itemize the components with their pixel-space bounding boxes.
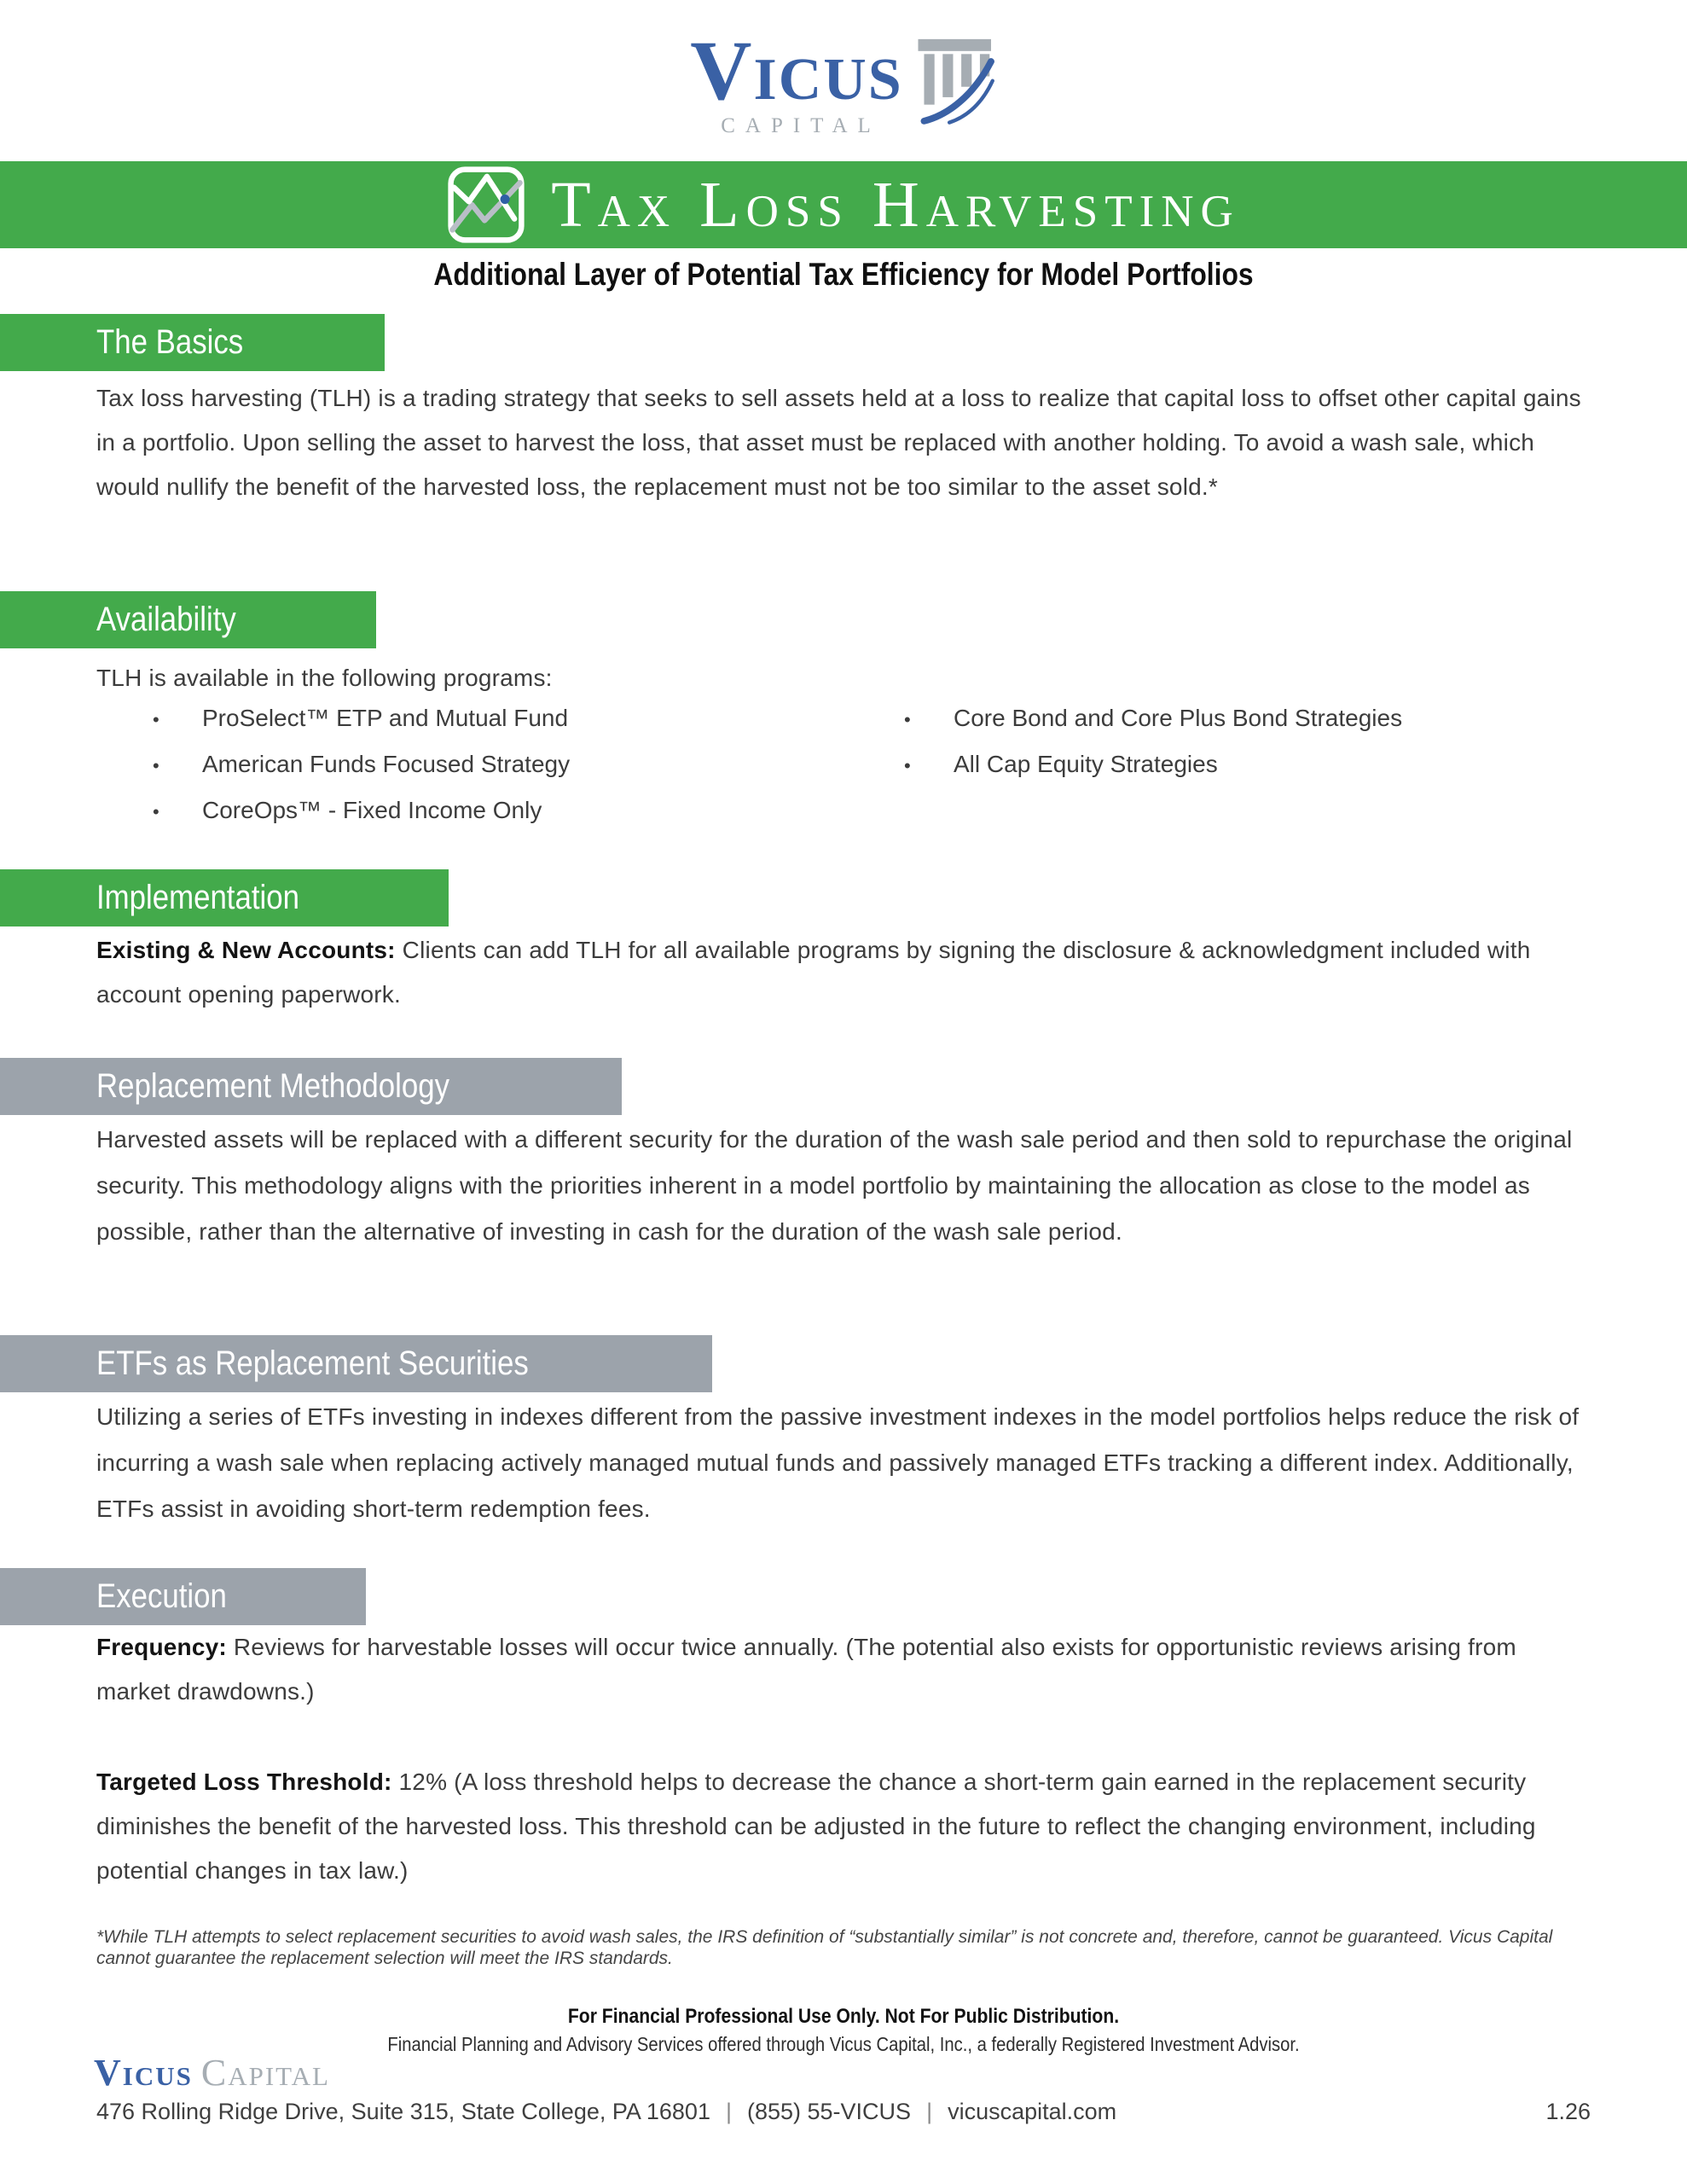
phone-text: (855) 55-VICUS <box>746 2099 912 2124</box>
list-item <box>904 696 1586 742</box>
bullet-icon: • <box>153 755 159 776</box>
threshold-text: 12% (A loss threshold helps to decrease the chance a short-term gain earned in the replacement security diminishes the benefit of the harvested loss. This threshold can be adjusted in the future to reflect the changing environment, including potential changes in tax law.) <box>96 1769 1536 1884</box>
footer-address-line <box>96 2099 1591 2125</box>
footnote: *While TLH attempts to select replacement securities to avoid wash sales, the IRS definition of “substantially similar” is not concrete and, therefore, cannot be guaranteed. Vicus Capital cannot guarantee the replacement selection will meet the IRS standards. <box>96 1927 1553 1968</box>
list-item <box>153 788 818 834</box>
list-item-label: Core Bond and Core Plus Bond Strategies <box>954 705 1403 731</box>
threshold-label: Targeted Loss Threshold: <box>96 1769 392 1795</box>
page-number: 1.26 <box>1545 2099 1591 2124</box>
bullet-icon: • <box>153 709 159 730</box>
company-tagline: CAPITAL <box>721 114 881 137</box>
list-item-label: American Funds Focused Strategy <box>202 751 571 777</box>
section-title: Implementation <box>96 879 299 916</box>
page-subtitle: Additional Layer of Potential Tax Efficiency for Model Portfolios <box>433 257 1254 292</box>
company-logo-text <box>690 23 903 138</box>
list-item <box>153 742 818 788</box>
availability-intro: TLH is available in the following programs: <box>96 665 553 691</box>
implementation-label: Existing & New Accounts: <box>96 937 396 963</box>
footer-company-name: Vicus <box>94 2052 193 2094</box>
bullet-icon: • <box>153 801 159 822</box>
footer-company-tagline: Capital <box>200 2052 330 2094</box>
section-title: Availability <box>96 601 236 638</box>
replacement-paragraph: Harvested assets will be replaced with a different security for the duration of the wash sale period and then sold to repurchase the original security. This methodology aligns with the priorities inherent in a model portfolio by maintaining the allocation as close to the model as possible, rather than the alternative of investing in cash for the duration of the wash sale period. <box>96 1126 1573 1245</box>
list-item-label: CoreOps™ - Fixed Income Only <box>202 797 542 823</box>
line-chart-icon <box>447 166 525 244</box>
basics-paragraph: Tax loss harvesting (TLH) is a trading strategy that seeks to sell assets held at a loss to realize that capital loss to offset other capital gains in a portfolio. Upon selling the asset to harvest the loss, that asset must be replaced with another holding. To avoid a wash sale, which would nullify the benefit of the harvested loss, the replacement must not be too similar to the asset sold.* <box>96 385 1581 500</box>
page-title: Tax Loss Harvesting <box>551 169 1240 241</box>
section-header-basics <box>0 314 385 371</box>
disclaimer-use-only: For Financial Professional Use Only. Not For Public Distribution. <box>567 2005 1120 2028</box>
list-item <box>904 742 1586 788</box>
section-title: Execution <box>96 1577 227 1615</box>
bullet-icon: • <box>904 755 911 776</box>
section-header-etfs <box>0 1335 712 1392</box>
section-header-implementation <box>0 869 449 926</box>
list-item-label: All Cap Equity Strategies <box>954 751 1218 777</box>
section-title: ETFs as Replacement Securities <box>96 1345 529 1382</box>
frequency-paragraph <box>96 1625 1593 1714</box>
etfs-paragraph: Utilizing a series of ETFs investing in indexes different from the passive investment indexes in the model portfolios helps reduce the risk of incurring a wash sale when replacing actively managed mutual funds and passively managed ETFs tracking a different index. Additionally, ETFs assist in avoiding short-term redemption fees. <box>96 1403 1580 1522</box>
separator: | <box>725 2099 732 2124</box>
availability-bullets-left <box>153 696 818 834</box>
website-text: vicuscapital.com <box>948 2099 1117 2124</box>
roman-column-icon <box>915 29 997 130</box>
list-item-label: ProSelect™ ETP and Mutual Fund <box>202 705 569 731</box>
list-item <box>153 696 818 742</box>
separator: | <box>926 2099 933 2124</box>
section-header-replacement <box>0 1058 622 1115</box>
company-name: Vicus <box>690 23 903 118</box>
implementation-text: Clients can add TLH for all available programs by signing the disclosure & acknowledgment included with account opening paperwork. <box>96 937 1531 1008</box>
title-banner <box>0 161 1687 248</box>
section-header-availability <box>0 591 376 648</box>
implementation-paragraph <box>96 928 1593 1017</box>
section-header-execution <box>0 1568 366 1625</box>
address-text: 476 Rolling Ridge Drive, Suite 315, State College, PA 16801 <box>96 2099 710 2124</box>
section-title: Replacement Methodology <box>96 1067 449 1105</box>
availability-bullets-right <box>904 696 1586 788</box>
frequency-label: Frequency: <box>96 1634 227 1660</box>
bullet-icon: • <box>904 709 911 730</box>
section-title: The Basics <box>96 323 244 361</box>
frequency-text: Reviews for harvestable losses will occur twice annually. (The potential also exists for opportunistic reviews arising from market drawdowns.) <box>96 1634 1516 1705</box>
company-logo <box>0 23 1687 138</box>
disclaimer-advisory: Financial Planning and Advisory Services offered through Vicus Capital, Inc., a federally Registered Investment Advisor. <box>387 2033 1300 2055</box>
threshold-paragraph <box>96 1760 1593 1893</box>
footer-logo <box>94 2051 330 2094</box>
